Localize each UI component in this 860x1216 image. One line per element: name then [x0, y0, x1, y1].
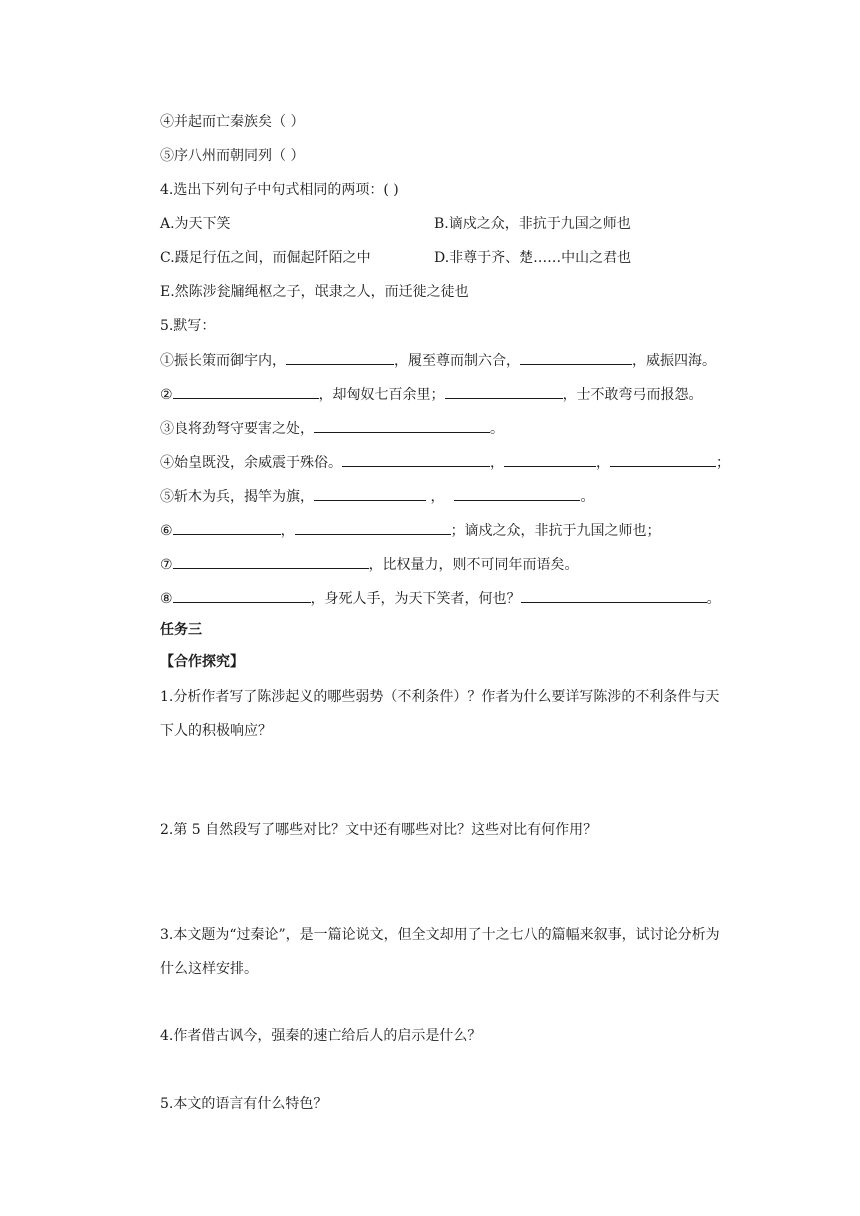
answer-blank[interactable] — [295, 520, 451, 535]
question-5-stem: 5.默写： — [160, 318, 216, 334]
inquiry-question-5: 5.本文的语言有什么特色？ — [160, 1096, 328, 1112]
question-4-stem: 4.选出下列句子中句式相同的两项：( ) — [160, 182, 399, 198]
dictation-line-3: ③良将劲弩守要害之处， 。 — [160, 418, 504, 439]
answer-blank[interactable] — [314, 486, 426, 501]
dictation-line-2: ② ，却匈奴七百余里； ，士不敢弯弓而报怨。 — [160, 384, 703, 405]
answer-blank[interactable] — [520, 350, 632, 365]
dictation-line-4: ④始皇既没，余威震于殊俗。 ， ， ； — [160, 452, 730, 473]
dictation-line-7: ⑦ ，比权量力，则不可同年而语矣。 — [160, 554, 579, 575]
question-3-item-5: ⑤序八州而朝同列（ ） — [160, 148, 305, 164]
cooperative-inquiry-heading: 【合作探究】 — [160, 654, 244, 670]
option-d: D.非尊于齐、楚……中山之君也 — [434, 250, 632, 266]
option-c: C.蹑足行伍之间，而倔起阡陌之中 — [160, 250, 371, 266]
answer-blank[interactable] — [173, 520, 281, 535]
question-3-item-4: ④并起而亡秦族矣（ ） — [160, 114, 305, 130]
answer-blank[interactable] — [504, 452, 596, 467]
answer-blank[interactable] — [286, 350, 394, 365]
dictation-line-8: ⑧ ，身死人手，为天下笑者，何也？ 。 — [160, 588, 721, 609]
option-e: E.然陈涉瓮牖绳枢之子，氓隶之人，而迁徙之徒也 — [160, 284, 469, 300]
inquiry-question-2: 2.第 5 自然段写了哪些对比？文中还有哪些对比？这些对比有何作用？ — [160, 822, 598, 838]
answer-blank[interactable] — [445, 384, 563, 399]
inquiry-question-1: 1.分析作者写了陈涉起义的哪些弱势（不利条件）？作者为什么要详写陈涉的不利条件与天下人的积极响应？ — [160, 689, 720, 739]
answer-blank[interactable] — [173, 554, 369, 569]
inquiry-question-4: 4.作者借古讽今，强秦的速亡给后人的启示是什么？ — [160, 1028, 482, 1044]
answer-blank[interactable] — [342, 452, 490, 467]
answer-blank[interactable] — [521, 588, 707, 603]
answer-blank[interactable] — [173, 384, 319, 399]
answer-blank[interactable] — [314, 418, 490, 433]
answer-blank[interactable] — [454, 486, 580, 501]
answer-blank[interactable] — [610, 452, 716, 467]
task-3-heading: 任务三 — [160, 622, 202, 638]
answer-blank[interactable] — [173, 588, 311, 603]
dictation-line-5: ⑤斩木为兵，揭竿为旗， ， 。 — [160, 486, 594, 507]
option-b: B.谪戍之众，非抗于九国之师也 — [434, 216, 631, 232]
dictation-line-6: ⑥ ， ；谪戍之众，非抗于九国之师也； — [160, 520, 661, 541]
dictation-line-1: ①振长策而御宇内， ，履至尊而制六合， ，威振四海。 — [160, 350, 716, 371]
option-a: A.为天下笑 — [160, 216, 231, 232]
inquiry-question-3: 3.本文题为“过秦论”，是一篇论说文，但全文却用了十之七八的篇幅来叙事，试讨论分析为什么这样安排。 — [160, 927, 720, 977]
